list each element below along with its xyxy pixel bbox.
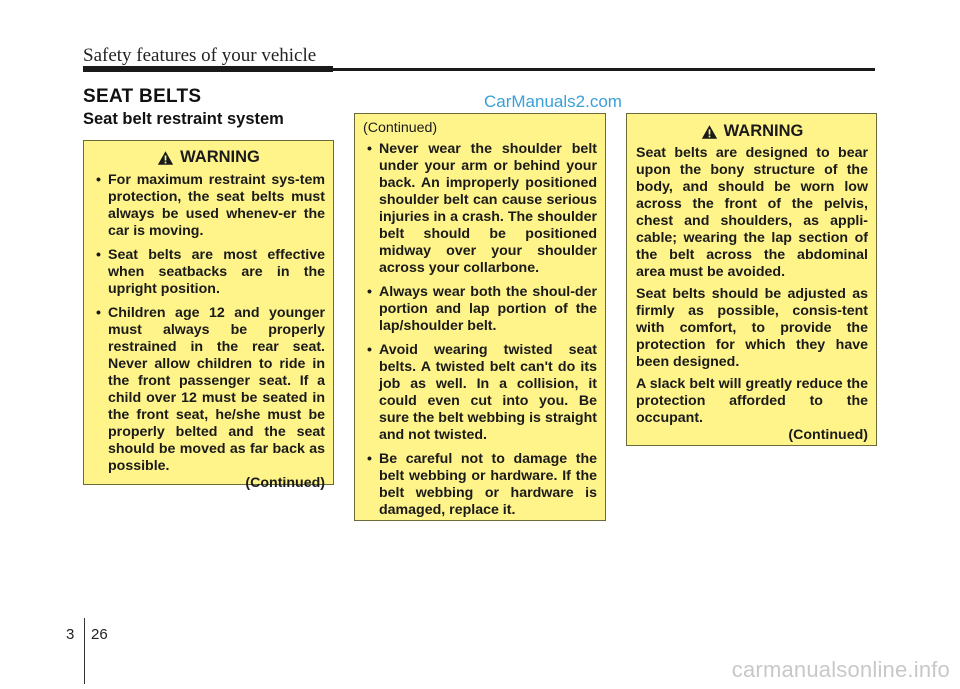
warning-box-1 (83, 140, 334, 491)
warning-paragraph: Seat belts are designed to bear upon the bony structure of the body, and should be worn low across the front of the pelvis, chest and shoulders, as appli-cable; wearing the lap section of the belt across the abdominal area must be avoided. (636, 145, 868, 280)
header-rule (83, 68, 875, 71)
continued-label: (Continued) (788, 427, 868, 443)
list-item: • For maximum restraint sys-tem protection, the seat belts must always be used whenev-er the car is moving. (92, 172, 325, 240)
warning-list (92, 172, 325, 475)
continued-label: (Continued) (245, 475, 325, 491)
watermark-link[interactable]: CarManuals2.com (484, 92, 622, 111)
continued-label: (Continued) (363, 120, 438, 136)
list-item: • Avoid wearing twisted seat belts. A twisted belt can't do its job as well. In a collision, it could even cut into you. Be sure the belt webbing is straight and not twisted. (363, 342, 597, 444)
warning-list (363, 141, 597, 519)
warning-box-3 (626, 113, 877, 446)
warning-box-2 (354, 113, 606, 521)
subsection-title: Seat belt restraint system (83, 110, 284, 128)
warning-triangle-icon (701, 124, 718, 140)
page-number-divider (84, 618, 85, 684)
footer-watermark-link[interactable]: carmanualsonline.info (731, 657, 950, 682)
page-header-title: Safety features of your vehicle (83, 45, 317, 66)
list-item: • Be careful not to damage the belt webbing or hardware. If the belt webbing or hardware is damaged, replace it. (363, 451, 597, 519)
warning-triangle-icon (157, 150, 174, 166)
warning-heading (636, 123, 868, 140)
warning-heading (92, 149, 325, 166)
list-item: • Seat belts are most effective when seatbacks are in the upright position. (92, 247, 325, 298)
warning-paragraph: Seat belts should be adjusted as firmly as possible, consis-tent with comfort, to provide the protection for which they have been designed. (636, 286, 868, 370)
list-item: • Children age 12 and younger must always be properly restrained in the rear seat. Never allow children to ride in the front passenger seat. If a child over 12 must be seated in the front seat, he/she must be properly belted and the seat should be moved as far back as possible. (92, 305, 325, 475)
list-item: • Never wear the shoulder belt under your arm or behind your back. An improperly positioned shoulder belt can cause serious injuries in a crash. The shoulder belt should be positioned midway over your shoulder across your collarbone. (363, 141, 597, 277)
list-item: • Always wear both the shoul-der portion and lap portion of the lap/shoulder belt. (363, 284, 597, 335)
page-number: 26 (91, 626, 108, 643)
warning-paragraph: A slack belt will greatly reduce the protection afforded to the occupant. (636, 376, 868, 426)
section-title: SEAT BELTS (83, 86, 202, 107)
warning-heading-label: WARNING (180, 148, 260, 166)
warning-heading-label: WARNING (723, 122, 804, 140)
chapter-number: 3 (66, 626, 75, 643)
